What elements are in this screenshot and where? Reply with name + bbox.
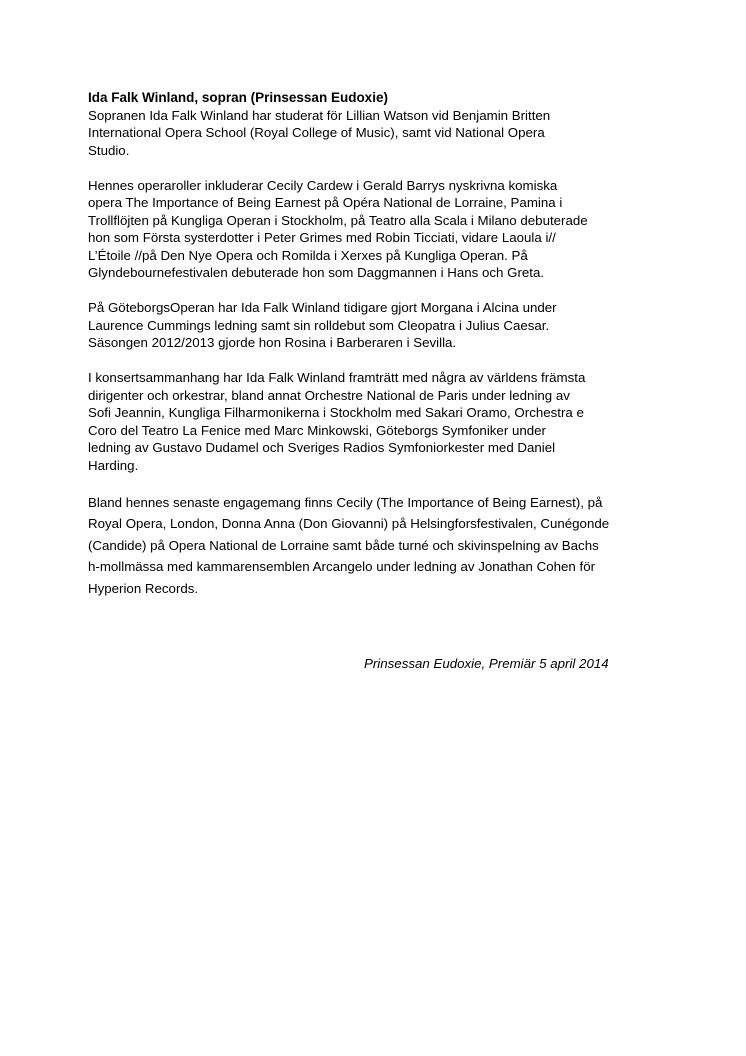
paragraph-education xyxy=(88,107,648,160)
text-line: Studio. xyxy=(88,142,130,158)
text-line: Laurence Cummings ledning samt sin rolldebut som Cleopatra i Julius Caesar. xyxy=(88,317,550,333)
text-line: Harding. xyxy=(88,457,139,473)
text-line: Sopranen Ida Falk Winland har studerat för Lillian Watson vid Benjamin Britten xyxy=(88,107,551,123)
text-line: Trollflöjten på Kungliga Operan i Stockholm, på Teatro alla Scala i Milano debuterade xyxy=(88,212,588,228)
text-line: Bland hennes senaste engagemang finns Cecily (The Importance of Being Earnest), på xyxy=(88,494,603,510)
document-body xyxy=(88,89,648,617)
text-line: Hyperion Records. xyxy=(88,580,199,596)
text-line: Royal Opera, London, Donna Anna (Don Giovanni) på Helsingforsfestivalen, Cunégonde xyxy=(88,516,610,531)
text-line: Coro del Teatro La Fenice med Marc Minkowski, Göteborgs Symfoniker under xyxy=(88,422,546,438)
text-line: (Candide) på Opera National de Lorraine samt både turné och skivinspelning av Bachs xyxy=(88,537,599,553)
signature-line: Prinsessan Eudoxie, Premiär 5 april 2014 xyxy=(364,656,609,671)
text-line: Glyndebournefestivalen debuterade hon som Daggmannen i Hans och Greta. xyxy=(88,265,545,280)
text-line: International Opera School (Royal College of Music), samt vid National Opera xyxy=(88,125,545,140)
text-line: opera The Importance of Being Earnest på Opéra National de Lorraine, Pamina i xyxy=(88,195,563,210)
document-title: Ida Falk Winland, sopran (Prinsessan Eudoxie) xyxy=(88,90,388,105)
text-line: På GöteborgsOperan har Ida Falk Winland tidigare gjort Morgana i Alcina under xyxy=(88,300,557,315)
text-line: dirigenter och orkestrar, bland annat Orchestre National de Paris under ledning av xyxy=(88,387,570,403)
paragraph-opera-roles xyxy=(88,177,648,282)
text-line: Sofi Jeannin, Kungliga Filharmonikerna i Stockholm med Sakari Oramo, Orchestra e xyxy=(88,405,584,420)
text-line: L’Étoile //på Den Nye Opera och Romilda i Xerxes på Kungliga Operan. På xyxy=(88,247,528,263)
text-line: I konsertsammanhang har Ida Falk Winland framträtt med några av världens främsta xyxy=(88,370,586,385)
text-line: Hennes operaroller inkluderar Cecily Cardew i Gerald Barrys nyskrivna komiska xyxy=(88,177,558,193)
text-line: Säsongen 2012/2013 gjorde hon Rosina i Barberaren i Sevilla. xyxy=(88,335,457,350)
paragraph-recent-engagements xyxy=(88,492,648,600)
text-line: h-mollmässa med kammarensemblen Arcangelo under ledning av Jonathan Cohen för xyxy=(88,559,596,574)
paragraph-goteborgsoperan xyxy=(88,299,648,352)
text-line: ledning av Gustavo Dudamel och Sveriges Radios Symfoniorkester med Daniel xyxy=(88,440,556,455)
paragraph-concerts xyxy=(88,369,648,474)
text-line: hon som Första systerdotter i Peter Grimes med Robin Ticciati, vidare Laoula i// xyxy=(88,230,556,245)
